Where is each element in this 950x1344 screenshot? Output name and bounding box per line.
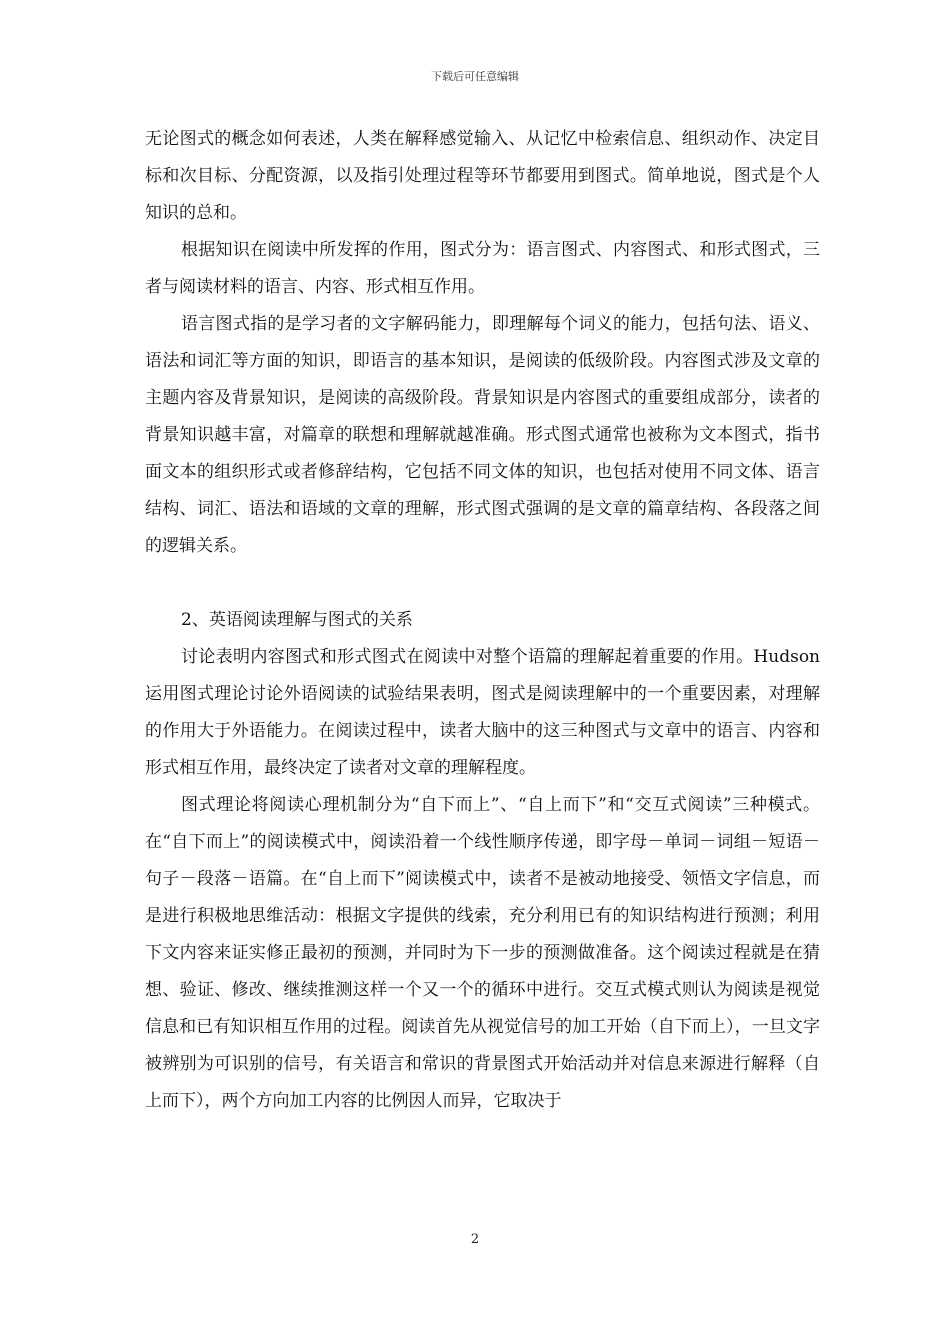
section-heading: 2、英语阅读理解与图式的关系 [181, 610, 413, 630]
body-text [145, 121, 820, 1120]
page-number: 2 [470, 1232, 480, 1247]
paragraph-reading-models: 图式理论将阅读心理机制分为“自下而上”、“自上而下”和“交互式阅读”三种模式。在“自下而上”的阅读模式中，阅读沿着一个线性顺序传递，即字母－单词－词组－短语－句子－段落－语篇。在“自上而下”阅读模式中，读者不是被动地接受、领悟文字信息，而是进行积极地思维活动：根据文字提供的线索，充分利用已有的知识结构进行预测；利用下文内容来证实修正最初的预测，并同时为下一步的预测做准备。这个阅读过程就是在猜想、验证、修改、继续推测这样一个又一个的循环中进行。交互式模式则认为阅读是视觉信息和已有知识相互作用的过程。阅读首先从视觉信号的加工开始（自下而上），一旦文字被辨别为可识别的信号，有关语言和常识的背景图式开始活动并对信息来源进行解释（自上而下），两个方向加工内容的比例因人而异，它取决于 [145, 795, 820, 1111]
paragraph-schema-definition: 无论图式的概念如何表述，人类在解释感觉输入、从记忆中检索信息、组织动作、决定目标和次目标、分配资源，以及指引处理过程等环节都要用到图式。简单地说，图式是个人知识的总和。 [145, 129, 820, 223]
paragraph-language-schema: 语言图式指的是学习者的文字解码能力，即理解每个词义的能力，包括句法、语义、语法和词汇等方面的知识，即语言的基本知识，是阅读的低级阶段。内容图式涉及文章的主题内容及背景知识，是阅读的高级阶段。背景知识是内容图式的重要组成部分，读者的背景知识越丰富，对篇章的联想和理解就越准确。形式图式通常也被称为文本图式，指书面文本的组织形式或者修辞结构，它包括不同文体的知识，也包括对使用不同文体、语言结构、词汇、语法和语域的文章的理解，形式图式强调的是文章的篇章结构、各段落之间的逻辑关系。 [145, 314, 820, 556]
paragraph-reading-relation: 讨论表明内容图式和形式图式在阅读中对整个语篇的理解起着重要的作用。Hudson运用图式理论讨论外语阅读的试验结果表明，图式是阅读理解中的一个重要因素，对理解的作用大于外语能力。在阅读过程中，读者大脑中的这三种图式与文章中的语言、内容和形式相互作用，最终决定了读者对文章的理解程度。 [145, 647, 820, 778]
paragraph-schema-types: 根据知识在阅读中所发挥的作用，图式分为：语言图式、内容图式、和形式图式，三者与阅读材料的语言、内容、形式相互作用。 [145, 240, 820, 297]
page-header: 下载后可任意编辑 [431, 70, 519, 83]
